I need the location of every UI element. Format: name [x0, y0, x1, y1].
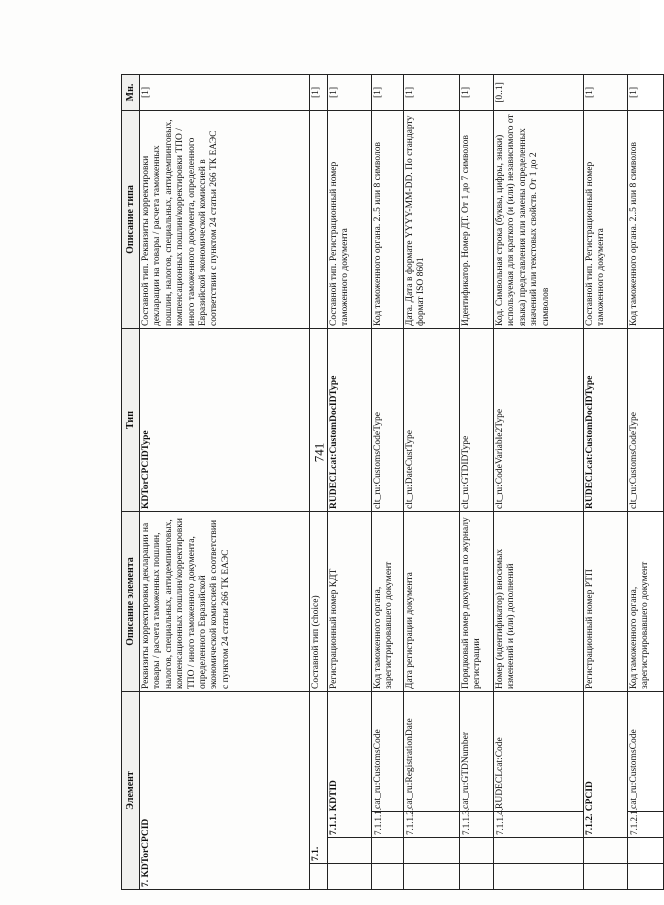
- row-type-description: Код таможенного органа. 2..5 или 8 символов: [372, 111, 404, 329]
- row-element-description: Составной тип (choice): [310, 512, 328, 692]
- row-number: 7.: [141, 879, 151, 887]
- indent-cell: [328, 864, 372, 890]
- row-number: 7.1.1.4.: [494, 812, 584, 838]
- row-element-name: KDTorCPCID: [141, 818, 151, 878]
- rotated-table-wrapper: [121, 75, 651, 890]
- row-type: clt_ru:CodeVariable2Type: [494, 329, 584, 512]
- row-number: 7.1.2.1.: [628, 812, 664, 838]
- row-type: clt_ru:DateCustType: [404, 329, 460, 512]
- indent-cell: [404, 864, 460, 890]
- row-element-cell: [140, 692, 310, 890]
- indent-cell: [628, 838, 664, 864]
- row-type-description: Составной тип. Регистрационный номер таможенного документа: [584, 111, 628, 329]
- indent-cell: [494, 864, 584, 890]
- row-number: 7.1.1.: [329, 813, 339, 835]
- row-number: 7.1.2.: [585, 813, 595, 835]
- row-multiplicity: [1]: [140, 75, 310, 111]
- table-row: [140, 75, 310, 890]
- row-element-name: cat_ru:CustomsCode: [372, 692, 404, 812]
- header-element: Элемент: [122, 692, 140, 890]
- row-element-description: Код таможенного органа, зарегистрировавшего документ: [372, 512, 404, 692]
- row-multiplicity: [0..1]: [494, 75, 584, 111]
- row-element-description: Код таможенного органа, зарегистрировавшего документ: [628, 512, 664, 692]
- row-element-description: Регистрационный номер РТП: [584, 512, 628, 692]
- indent-cell: [372, 864, 404, 890]
- row-element-cell: [584, 692, 628, 838]
- row-multiplicity: [1]: [628, 75, 664, 111]
- indent-cell: [404, 838, 460, 864]
- data-element-table: [121, 74, 664, 890]
- row-element-description: Реквизиты корректировки декларации на товары / расчета таможенных пошлин, налогов, специальных, антидемпинговых, компенсационных пошлин/корректировки ТПО / иного таможенного документа, определенного Евразийской экономической комиссией в соответствии с пунктом 24 статьи 266 ТК ЕАЭС: [140, 512, 310, 692]
- header-element-description: Описание элемента: [122, 512, 140, 692]
- header-multiplicity: Мн.: [122, 75, 140, 111]
- header-type: Тип: [122, 329, 140, 512]
- indent-cell: [494, 838, 584, 864]
- row-multiplicity: [1]: [372, 75, 404, 111]
- row-type-description: Составной тип. Реквизиты корректировки декларации на товары / расчета таможенных пошлин, налогов, специальных, антидемпинговых, компенсационных пошлин/корректировки ТПО / иного таможенного документа, определенного Евразийской экономической комиссией в соответствии с пунктом 24 статьи 266 ТК ЕАЭС: [140, 111, 310, 329]
- row-type-description: [310, 111, 328, 329]
- indent-cell: [372, 838, 404, 864]
- row-element-name: cat_ru:GTDNumber: [460, 692, 494, 812]
- row-type-description: Составной тип. Регистрационный номер таможенного документа: [328, 111, 372, 329]
- row-element-description: Номер (идентификатор) вносимых изменений и (или) дополнений: [494, 512, 584, 692]
- row-multiplicity: [1]: [584, 75, 628, 111]
- page-number: 741: [311, 442, 327, 463]
- header-type-description: Описание типа: [122, 111, 140, 329]
- table-row: [460, 75, 494, 890]
- row-number: 7.1.1.2.: [404, 812, 460, 838]
- row-type: KDTorCPCIDType: [140, 329, 310, 512]
- table-row: [372, 75, 404, 890]
- indent-cell: [460, 838, 494, 864]
- row-type: [310, 329, 328, 512]
- row-element-name: RUDECLcat:Code: [494, 692, 584, 812]
- row-multiplicity: [1]: [328, 75, 372, 111]
- row-type-description: Код. Символьная строка (буквы, цифры, знаки) используемая для краткого (и (или) независимого от языка) представления или замены определенных значений или текстовых свойств. От 1 до 2 символов: [494, 111, 584, 329]
- row-multiplicity: [1]: [460, 75, 494, 111]
- table-row: [584, 75, 628, 890]
- table-row: [328, 75, 372, 890]
- row-type-description: Дата. Дата в формате YYYY-MM-DD. По стандарту формат ISO 8601: [404, 111, 460, 329]
- row-number: 7.1.: [310, 692, 328, 864]
- table-row: [404, 75, 460, 890]
- row-element-name: cat_ru:CustomsCode: [628, 692, 664, 812]
- indent-cell: [310, 864, 328, 890]
- indent-cell: [628, 864, 664, 890]
- row-type: RUDECLcat:CustomDocIDType: [584, 329, 628, 512]
- indent-cell: [328, 838, 372, 864]
- row-element-cell: [328, 692, 372, 838]
- indent-cell: [584, 864, 628, 890]
- row-number: 7.1.1.3.: [460, 812, 494, 838]
- row-multiplicity: [1]: [404, 75, 460, 111]
- row-type-description: Код таможенного органа. 2..5 или 8 символов: [628, 111, 664, 329]
- table-row: [628, 75, 664, 890]
- row-element-name: cat_ru:RegistrationDate: [404, 692, 460, 812]
- table-header-row: [122, 75, 140, 890]
- row-element-name: CPCID: [585, 781, 595, 812]
- row-element-description: Порядковый номер документа по журналу регистрации: [460, 512, 494, 692]
- row-type: clt_ru:CustomsCodeType: [628, 329, 664, 512]
- row-element-description: Дата регистрации документа: [404, 512, 460, 692]
- row-multiplicity: [1]: [310, 75, 328, 111]
- indent-cell: [584, 838, 628, 864]
- row-type: RUDECLcat:CustomDocIDType: [328, 329, 372, 512]
- row-type: clt_ru:GTDIDType: [460, 329, 494, 512]
- table-row: [494, 75, 584, 890]
- row-element-name: KDTID: [329, 780, 339, 812]
- row-number: 7.1.1.1.: [372, 812, 404, 838]
- row-type: clt_ru:CustomsCodeType: [372, 329, 404, 512]
- indent-cell: [460, 864, 494, 890]
- row-type-description: Идентификатор. Номер ДТ. От 1 до 7 символов: [460, 111, 494, 329]
- table-row: [310, 75, 328, 890]
- row-element-description: Регистрационный номер КДТ: [328, 512, 372, 692]
